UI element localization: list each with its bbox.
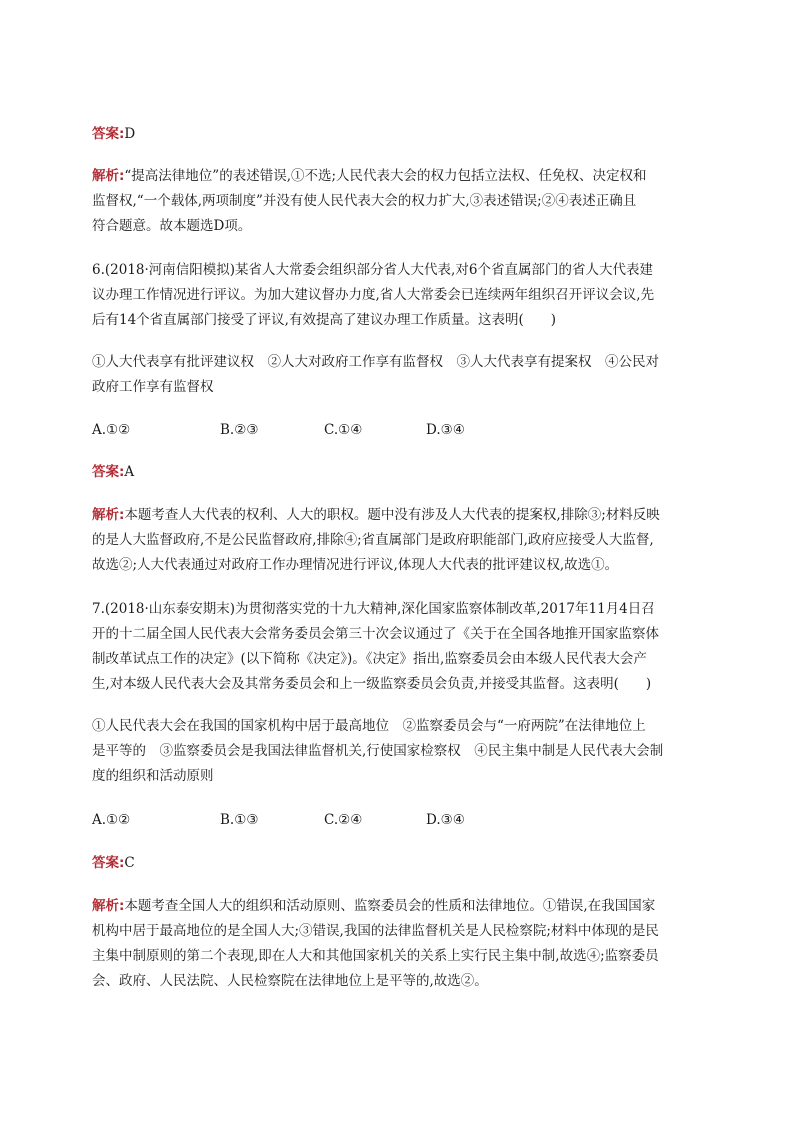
question-stem: 开的十二届全国人民代表大会常务委员会第三十次会议通过了《关于在全国各地推开国家监察体 bbox=[92, 626, 659, 642]
answer-line bbox=[92, 124, 135, 144]
question-statements: 政府工作享有监督权 bbox=[92, 379, 214, 395]
question-statements: ①人民代表大会在我国的国家机构中居于最高地位 ②监察委员会与“一府两院”在法律地位上 bbox=[92, 718, 646, 734]
option-c: C.①④ bbox=[324, 422, 363, 438]
analysis-label: 解析: bbox=[92, 507, 125, 523]
question-stem: 后有14个省直属部门接受了评议,有效提高了建议办理工作质量。这表明( ) bbox=[92, 312, 557, 328]
analysis-label: 解析: bbox=[92, 168, 125, 184]
analysis-line bbox=[92, 505, 660, 525]
answer-label: 答案: bbox=[92, 126, 125, 142]
answer-label: 答案: bbox=[92, 855, 125, 871]
option-b: B.②③ bbox=[220, 422, 259, 438]
option-d: D.③④ bbox=[426, 422, 465, 438]
analysis-line bbox=[92, 896, 655, 916]
analysis-text: 本题考查人大代表的权利、人大的职权。题中没有涉及人大代表的提案权,排除③;材料反映 bbox=[124, 507, 660, 523]
option-b: B.①③ bbox=[220, 812, 259, 828]
analysis-text: 本题考查全国人大的组织和活动原则、监察委员会的性质和法律地位。①错误,在我国国家 bbox=[124, 898, 656, 914]
option-d: D.③④ bbox=[426, 812, 465, 828]
answer-value: C bbox=[124, 855, 135, 871]
analysis-text: 主集中制原则的第二个表现,即在人大和其他国家机关的关系上实行民主集中制,故选④;监察委员 bbox=[92, 948, 659, 964]
question-statements: 度的组织和活动原则 bbox=[92, 768, 214, 784]
question-statements: ①人大代表享有批评建议权 ②人大对政府工作享有监督权 ③人大代表享有提案权 ④公民对 bbox=[92, 354, 659, 370]
analysis-line bbox=[92, 166, 647, 186]
answer-line bbox=[92, 462, 134, 482]
question-stem: 生,对本级人民代表大会及其常务委员会和上一级监察委员会负责,并接受其监督。这表明( ) bbox=[92, 676, 652, 692]
analysis-text: “提高法律地位”的表述错误,①不选;人民代表大会的权力包括立法权、任免权、决定权和 bbox=[124, 168, 647, 184]
question-stem: 制改革试点工作的决定》(以下简称《决定》)。《决定》指出,监察委员会由本级人民代表大会产 bbox=[92, 651, 647, 667]
answer-label: 答案: bbox=[92, 464, 125, 480]
question-statements: 是平等的 ③监察委员会是我国法律监督机关,行使国家检察权 ④民主集中制是人民代表大会制 bbox=[92, 743, 664, 759]
analysis-text: 故选②;人大代表通过对政府工作办理情况进行评议,体现人大代表的批评建议权,故选①。 bbox=[92, 557, 619, 573]
question-stem: 7.(2018·山东泰安期末)为贯彻落实党的十九大精神,深化国家监察体制改革,2017年11月4日召 bbox=[92, 601, 655, 617]
analysis-text: 监督权,“一个载体,两项制度”并没有使人民代表大会的权力扩大,③表述错误;②④表述正确且 bbox=[92, 193, 637, 209]
option-c: C.②④ bbox=[324, 812, 363, 828]
analysis-text: 会、政府、人民法院、人民检察院在法律地位上是平等的,故选②。 bbox=[92, 973, 488, 989]
answer-value: A bbox=[124, 464, 135, 480]
analysis-label: 解析: bbox=[92, 898, 125, 914]
analysis-text: 符合题意。故本题选D项。 bbox=[92, 218, 252, 234]
question-stem: 议办理工作情况进行评议。为加大建议督办力度,省人大常委会已连续两年组织召开评议会议,先 bbox=[92, 287, 655, 303]
option-a: A.①② bbox=[92, 422, 131, 438]
answer-value: D bbox=[124, 126, 136, 142]
question-stem: 6.(2018·河南信阳模拟)某省人大常委会组织部分省人大代表,对6个省直属部门的省人大代表建 bbox=[92, 262, 653, 278]
option-a: A.①② bbox=[92, 812, 131, 828]
analysis-text: 的是人大监督政府,不是公民监督政府,排除④;省直属部门是政府职能部门,政府应接受人大监督, bbox=[92, 532, 654, 548]
answer-line bbox=[92, 853, 135, 873]
analysis-text: 机构中居于最高地位的是全国人大;③错误,我国的法律监督机关是人民检察院;材料中体现的是民 bbox=[92, 923, 659, 939]
